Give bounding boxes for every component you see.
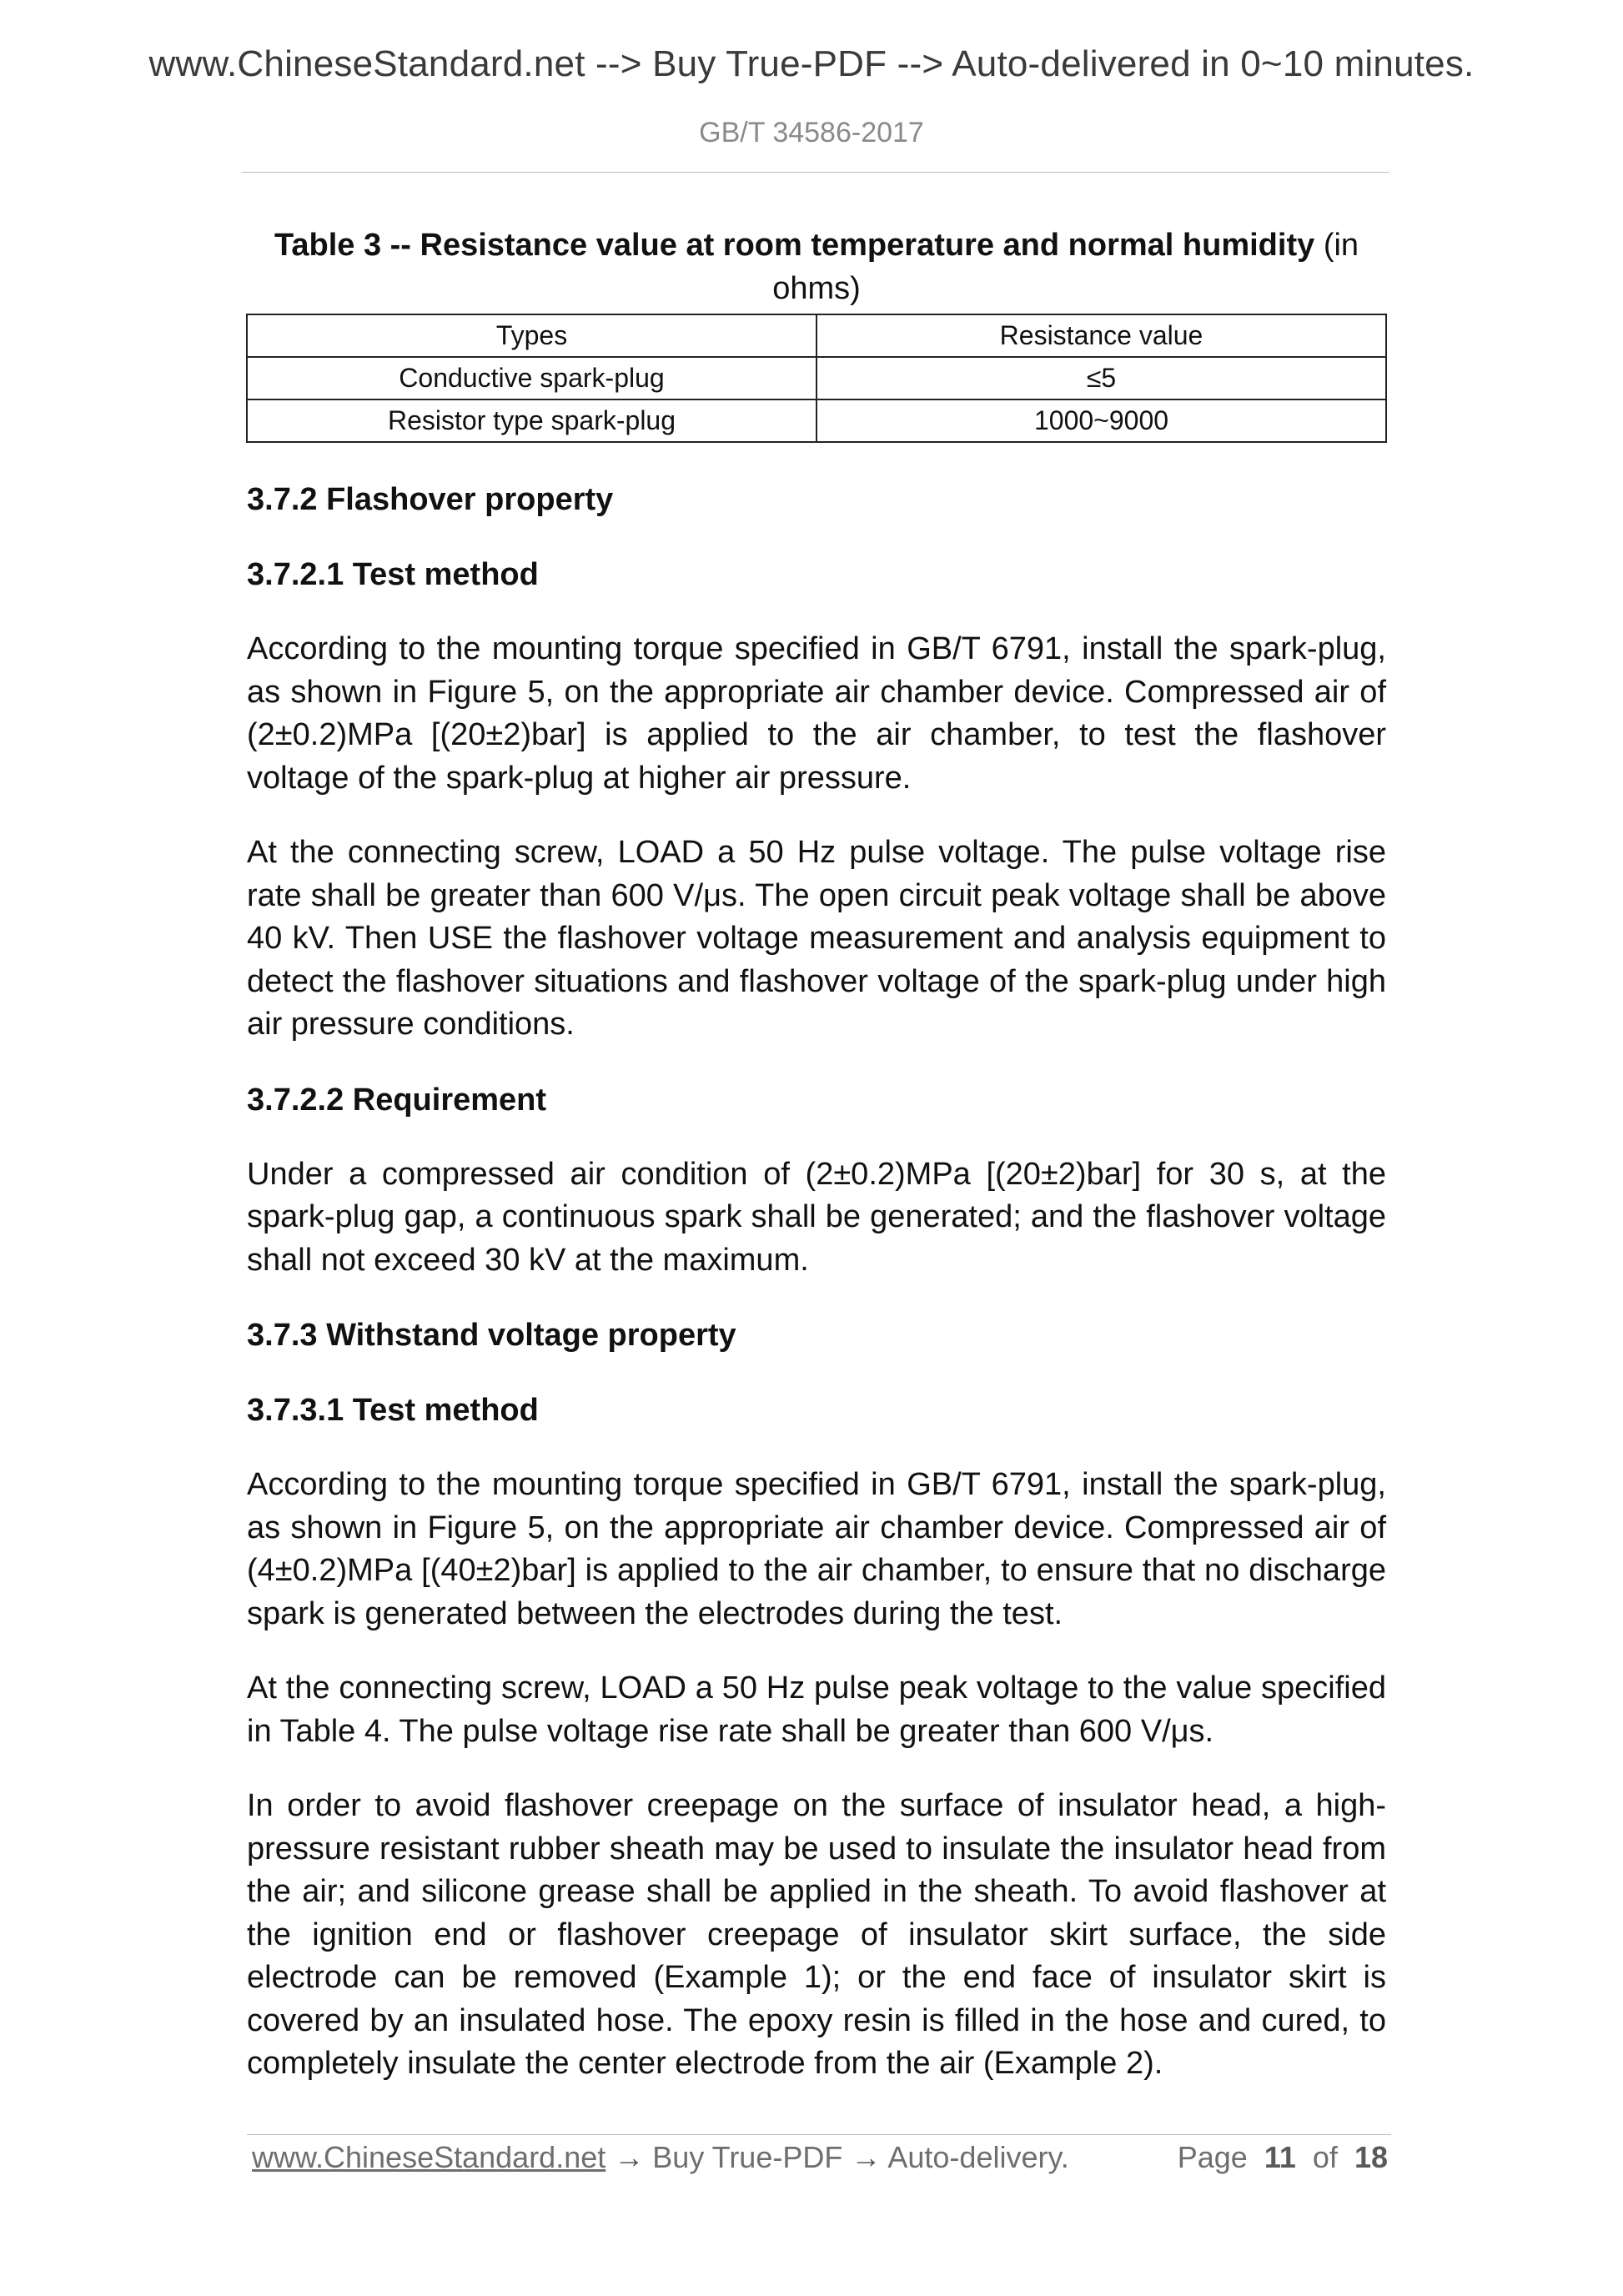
section-heading: 3.7.3 Withstand voltage property <box>247 1318 736 1353</box>
page-label: Page <box>1177 2140 1248 2174</box>
section-heading: 3.7.2.1 Test method <box>247 557 539 592</box>
footer-buy-text: Buy True-PDF <box>652 2140 843 2174</box>
paragraph: At the connecting screw, LOAD a 50 Hz pulse peak voltage to the value specified in Table 4. The pulse voltage rise rate shall be greater than 600 V/μs. <box>247 1671 1386 1749</box>
table-row <box>247 399 1386 442</box>
table-header-cell: Types <box>247 314 817 357</box>
footer-delivery-text: Auto-delivery. <box>887 2140 1069 2174</box>
section-heading: 3.7.2 Flashover property <box>247 482 614 517</box>
header-divider <box>242 172 1389 173</box>
paragraph: At the connecting screw, LOAD a 50 Hz pulse voltage. The pulse voltage rise rate shall be greater than 600 V/μs. The open circuit peak voltage shall be above 40 kV. Then USE the flashover voltage measurement and analysis equipment to detect the flashover situations and flashover voltage of the spark-plug under high air pressure conditions. <box>247 835 1386 1042</box>
page-total: 18 <box>1354 2140 1388 2174</box>
top-banner: www.ChineseStandard.net --> Buy True-PDF --> Auto-delivered in 0~10 minutes. <box>148 43 1475 84</box>
table-cell: 1000~9000 <box>817 399 1386 442</box>
table-header-row <box>247 314 1386 357</box>
arrow-right-icon: → <box>851 2140 882 2174</box>
table-caption-title: Table 3 -- Resistance value at room temperature and normal humidity <box>274 228 1315 263</box>
footer-site-link[interactable]: www.ChineseStandard.net <box>252 2140 606 2174</box>
section-heading: 3.7.3.1 Test method <box>247 1393 539 1428</box>
footer-left <box>252 2140 1069 2175</box>
paragraph: In order to avoid flashover creepage on the surface of insulator head, a high-pressure resistant rubber sheath may be used to insulate the insulator head from the air; and silicone grease shall be applied in the sheath. To avoid flashover at the ignition end or flashover creepage of insulator skirt surface, the side electrode can be removed (Example 1); or the end face of insulator skirt is covered by an insulated hose. The epoxy resin is filled in the hose and cured, to completely insulate the center electrode from the air (Example 2). <box>247 1788 1386 2081</box>
document-id: GB/T 34586-2017 <box>699 117 924 148</box>
page-current: 11 <box>1264 2140 1296 2174</box>
paragraph: According to the mounting torque specified in GB/T 6791, install the spark-plug, as shown in Figure 5, on the appropriate air chamber device. Compressed air of (4±0.2)MPa [(40±2)bar] is applied to the air chamber, to ensure that no discharge spark is generated between the electrodes during the test. <box>247 1467 1386 1631</box>
resistance-table <box>246 314 1387 443</box>
table-cell: Resistor type spark-plug <box>247 399 817 442</box>
table-cell: ≤5 <box>817 357 1386 399</box>
table-header-cell: Resistance value <box>817 314 1386 357</box>
page-indicator <box>1178 2140 1388 2175</box>
paragraph: According to the mounting torque specified in GB/T 6791, install the spark-plug, as shown in Figure 5, on the appropriate air chamber device. Compressed air of (2±0.2)MPa [(20±2)bar] is applied to the air chamber, to test the flashover voltage of the spark-plug at higher air pressure. <box>247 631 1386 796</box>
section-heading: 3.7.2.2 Requirement <box>247 1082 547 1118</box>
of-label: of <box>1312 2140 1338 2174</box>
page-content <box>247 224 1386 2086</box>
table-caption <box>247 224 1386 310</box>
footer-divider <box>247 2134 1391 2135</box>
table-cell: Conductive spark-plug <box>247 357 817 399</box>
table-caption-unit: (in ohms) <box>772 228 1359 306</box>
arrow-right-icon: → <box>614 2140 645 2174</box>
table-row <box>247 357 1386 399</box>
paragraph: Under a compressed air condition of (2±0.2)MPa [(20±2)bar] for 30 s, at the spark-plug gap, a continuous spark shall be generated; and the flashover voltage shall not exceed 30 kV at the maximum. <box>247 1156 1386 1278</box>
